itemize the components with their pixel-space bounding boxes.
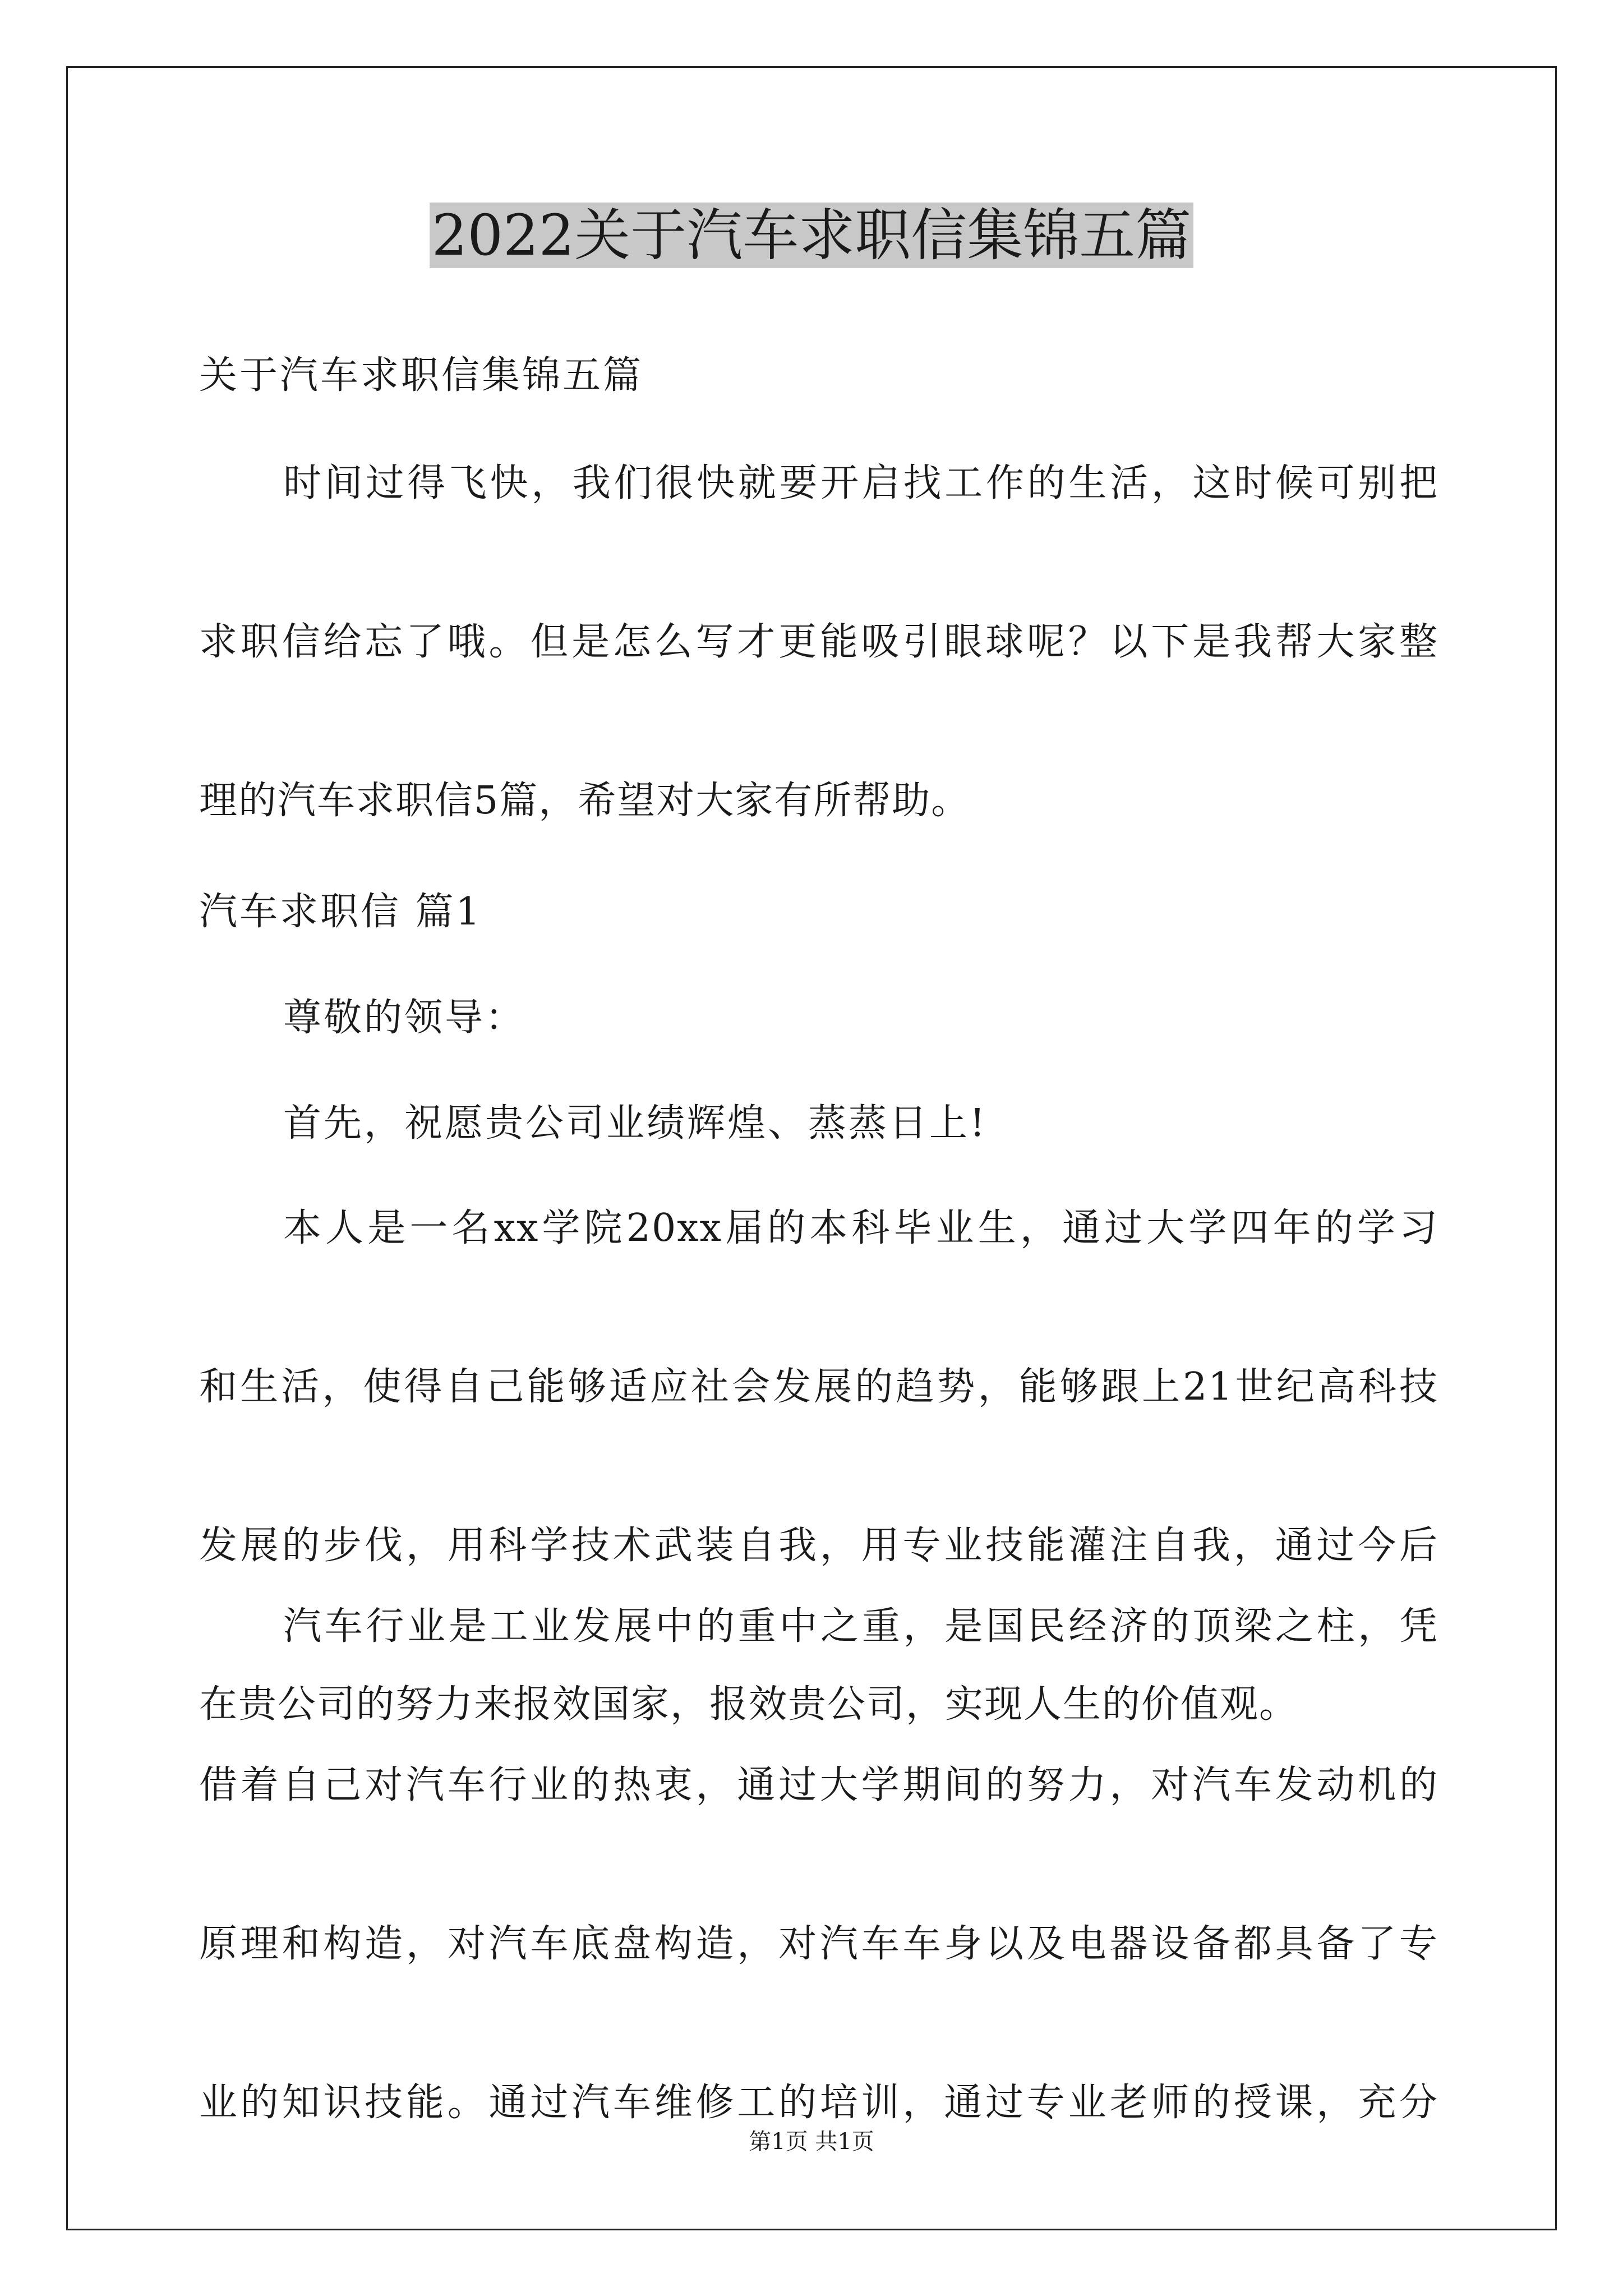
document-title: 2022关于汽车求职信集锦五篇 (0, 196, 1623, 275)
paragraph-line: 汽车行业是工业发展中的重中之重，是国民经济的顶梁之柱，凭 (283, 1604, 1438, 1649)
paragraph-line: 原理和构造，对汽车底盘构造，对汽车车身以及电器设备都具备了专 (199, 1922, 1438, 1966)
document-subtitle: 关于汽车求职信集锦五篇 (199, 353, 644, 398)
paragraph-line: 发展的步伐，用科学技术武装自我，用专业技能灌注自我，通过今后 (199, 1524, 1438, 1568)
intro-line: 时间过得飞快，我们很快就要开启找工作的生活，这时候可别把 (283, 461, 1438, 505)
paragraph-line: 在贵公司的努力来报效国家，报效贵公司，实现人生的价值观。 (199, 1682, 1299, 1727)
paragraph-line: 本人是一名xx学院20xx届的本科毕业生，通过大学四年的学习 (283, 1206, 1438, 1250)
paragraph-line: 业的知识技能。通过汽车维修工的培训，通过专业老师的授课，充分 (199, 2081, 1438, 2125)
section-heading: 汽车求职信 篇1 (199, 890, 482, 934)
paragraph-line: 借着自己对汽车行业的热衷，通过大学期间的努力，对汽车发动机的 (199, 1763, 1438, 1807)
intro-line: 求职信给忘了哦。但是怎么写才更能吸引眼球呢？以下是我帮大家整 (199, 620, 1438, 664)
intro-line: 理的汽车求职信5篇，希望对大家有所帮助。 (199, 779, 971, 823)
page-footer: 第1页 共1页 (749, 2129, 874, 2155)
intro-paragraph (199, 455, 1438, 829)
paragraph-line: 和生活，使得自己能够适应社会发展的趋势，能够跟上21世纪高科技 (199, 1365, 1438, 1409)
opening-wish: 首先，祝愿贵公司业绩辉煌、蒸蒸日上! (283, 1101, 988, 1145)
greeting: 尊敬的领导： (283, 996, 526, 1040)
